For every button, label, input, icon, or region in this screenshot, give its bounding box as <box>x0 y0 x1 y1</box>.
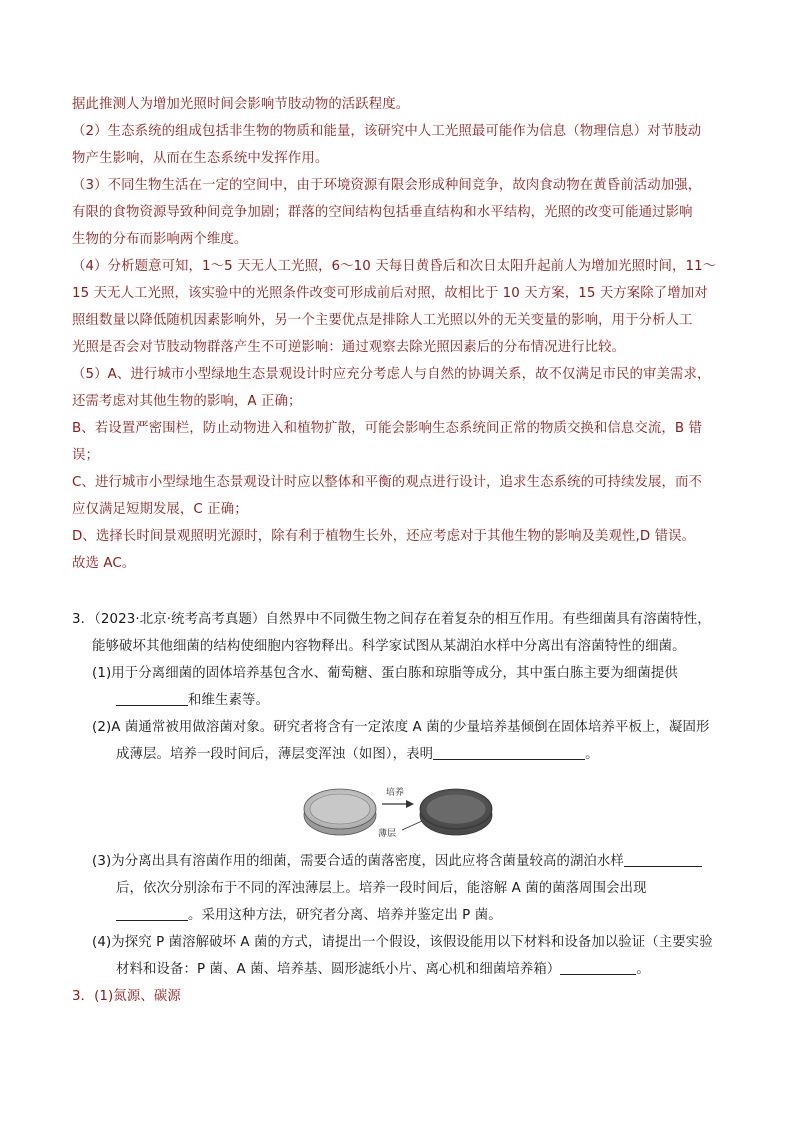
analysis-line: C、进行城市小型绿地生态景观设计时应以整体和平衡的观点进行设计，追求生态系统的可持续发展，而不 <box>72 475 703 490</box>
analysis-line: B、若设置严密围栏，防止动物进入和植物扩散，可能会影响生态系统间正常的物质交换和信息交流，B 错 <box>72 421 703 436</box>
analysis-line: 故选 AC。 <box>72 556 136 571</box>
pointer-line <box>402 821 422 830</box>
analysis-line: 有限的食物资源导致种间竞争加剧；群落的空间结构包括垂直结构和水平结构，光照的改变可能通过影响 <box>72 205 693 220</box>
analysis-line: （2）生态系统的组成包括非生物的物质和能量，该研究中人工光照最可能作为信息（物理信息）对节肢动 <box>72 124 702 139</box>
analysis-line: 照组数量以降低随机因素影响外，另一个主要优点是排除人工光照以外的无关变量的影响，用于分析人工 <box>72 313 693 328</box>
petri-dish-figure <box>298 781 498 841</box>
subquestion-3-cont: 。采用这种方法，研究者分离、培养并鉴定出 P 菌。 <box>116 906 502 925</box>
answer-blank[interactable] <box>560 960 636 975</box>
thin-layer-label: 薄层 <box>378 828 397 838</box>
culture-label: 培养 <box>386 787 405 797</box>
analysis-line: 误； <box>72 448 99 463</box>
analysis-line: 光照是否会对节肢动物群落产生不可逆影响：通过观察去除光照因素后的分布情况进行比较。 <box>72 340 626 355</box>
analysis-line: （3）不同生物生活在一定的空间中，由于环境资源有限会形成种间竞争，故肉食动物在黄昏前活动加强， <box>72 178 702 193</box>
subquestion-2-cont: 成薄层。培养一段时间后，薄层变浑浊（如图），表明 。 <box>116 747 599 762</box>
subquestion-4: (4)为探究 P 菌溶解破坏 A 菌的方式，请提出一个假设，该假设能用以下材料和设备加以验证（主要实验 <box>92 935 713 950</box>
question-stem-line: 能够破坏其他细菌的结构使细胞内容物释出。科学家试图从某湖泊水样中分离出有溶菌特性的细菌。 <box>92 639 686 654</box>
analysis-line: 据此推测人为增加光照时间会影响节肢动物的活跃程度。 <box>72 97 410 112</box>
analysis-line: （5）A、进行城市小型绿地生态景观设计时应充分考虑人与自然的协调关系，故不仅满足市民的审美需求， <box>72 367 711 382</box>
analysis-line: 应仅满足短期发展，C 正确； <box>72 502 248 517</box>
answer-blank[interactable] <box>624 852 702 867</box>
petri-dish-after <box>420 789 492 835</box>
subquestion-3-cont: 后，依次分别涂布于不同的浑浊薄层上。培养一段时间后，能溶解 A 菌的菌落周围会出现 <box>116 881 647 896</box>
answer-blank[interactable] <box>116 906 188 921</box>
analysis-line: （4）分析题意可知，1～5 天无人工光照，6～10 天每日黄昏后和次日太阳升起前人为增加光照时间，11～ <box>72 259 717 274</box>
arrow-icon <box>382 800 414 808</box>
answer-line: 3．(1)氮源、碳源 <box>72 989 181 1004</box>
answer-blank[interactable] <box>116 691 188 706</box>
subquestion-2: (2)A 菌通常被用做溶菌对象。研究者将含有一定浓度 A 菌的少量培养基倾倒在固体培养平板上，凝固形 <box>92 720 710 735</box>
analysis-line: 15 天无人工光照，该实验中的光照条件改变可形成前后对照，故相比于 10 天方案，15 天方案除了增加对 <box>72 286 708 301</box>
question-stem-line: 3．（2023·北京·统考高考真题）自然界中不同微生物之间存在着复杂的相互作用。有些细菌具有溶菌特性， <box>72 612 711 627</box>
petri-dish-before <box>304 789 376 835</box>
answer-blank[interactable] <box>433 745 585 760</box>
subquestion-1: (1)用于分离细菌的固体培养基包含水、葡萄糖、蛋白胨和琼脂等成分，其中蛋白胨主要为细菌提供 <box>92 666 678 681</box>
analysis-line: 物产生影响，从而在生态系统中发挥作用。 <box>72 151 329 166</box>
subquestion-4-cont: 材料和设备：P 菌、A 菌、培养基、圆形滤纸小片、离心机和细菌培养箱） 。 <box>116 962 650 977</box>
subquestion-3: (3)为分离出具有溶菌作用的细菌，需要合适的菌落密度，因此应将含菌量较高的湖泊水样 <box>92 852 702 871</box>
analysis-line: D、选择长时间景观照明光源时，除有利于植物生长外，还应考虑对于其他生物的影响及美观性,D 错误。 <box>72 529 696 544</box>
analysis-line: 生物的分布而影响两个维度。 <box>72 232 248 247</box>
analysis-line: 还需考虑对其他生物的影响，A 正确； <box>72 394 302 409</box>
subquestion-1-cont: 和维生素等。 <box>116 691 269 710</box>
